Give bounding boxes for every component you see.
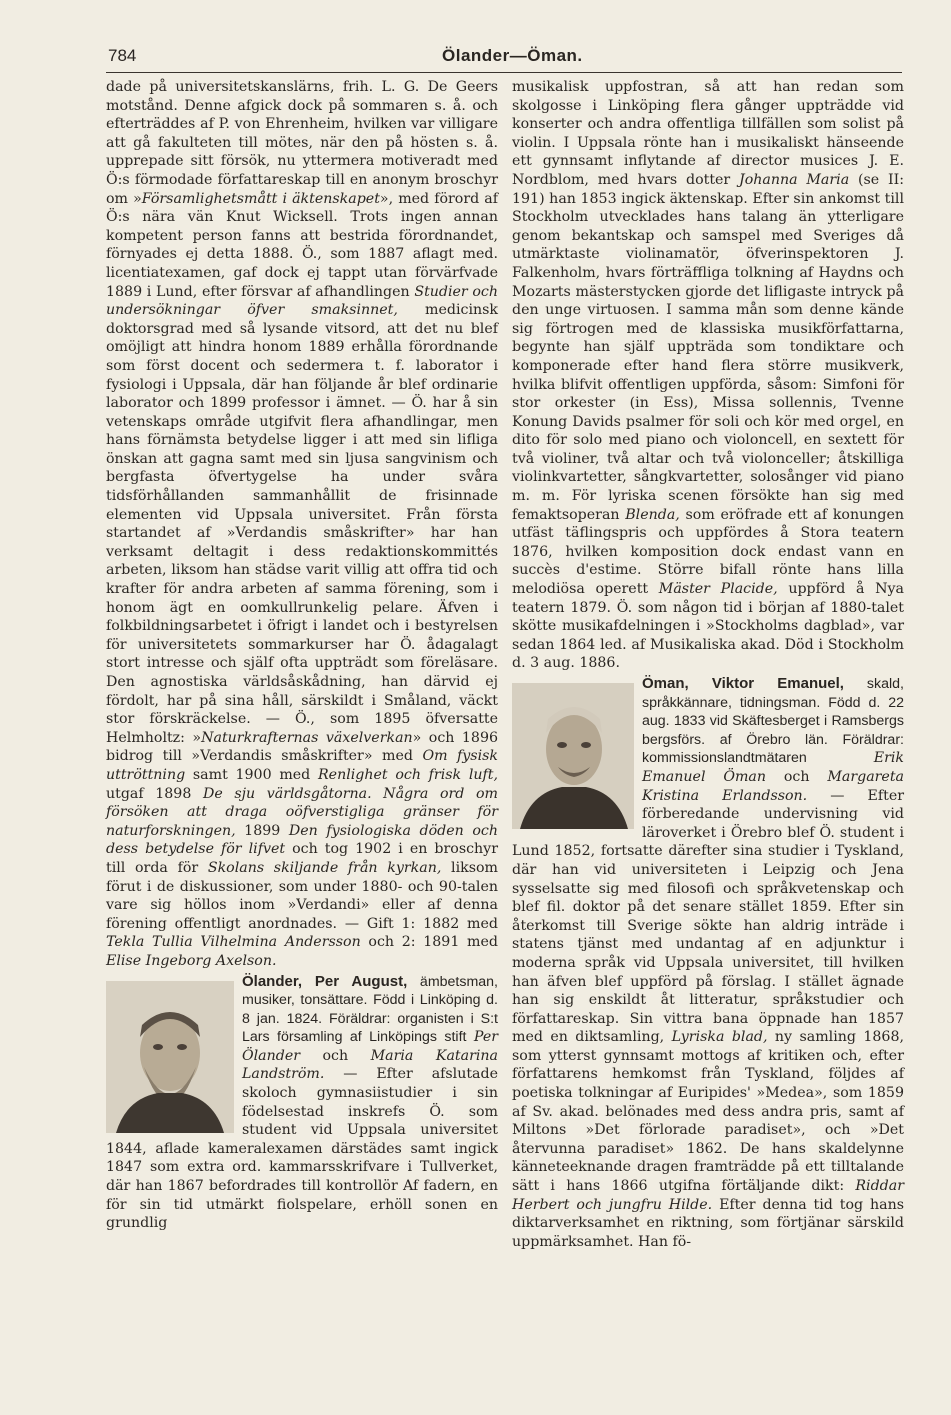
running-head: Ölander—Öman. xyxy=(442,46,583,65)
portrait-olander xyxy=(106,981,234,1133)
entry-olander-per-august: Ölander, Per August, ämbetsman, musiker, tonsättare. Född i Linköping d. 8 jan. 1824. Föräldrar: organisten i S:t Lars församling af Linköpings stift Per Ölander och Maria Katarina Landström. — Efter afslutade skoloch gymnasiistudier i sin födelsestad inskrefs Ö. som student vid Uppsala universitet 1844, aflade kameralexamen därstädes samt ingick 1847 som extra ord. kammarsskrifvare i Tullverket, där han 1867 befordrades till kontrollör Af fadern, en för sin tid utmärkt fiolspelare, erhöll sonen en grundlig xyxy=(106,972,498,1232)
portrait-oman xyxy=(512,683,634,829)
page-header xyxy=(106,46,902,72)
header-rule xyxy=(106,72,902,73)
entry-oman-viktor-emanuel: Öman, Viktor Emanuel, skald, språkkännare, tidningsman. Född d. 22 aug. 1833 vid Skäftesberget i Ramsbergs bergsförs. af Örebro län. Föräldrar: kommissionslandtmätaren Erik Emanuel Öman och Margareta Kristina Erlandsson. — Efter förberedande undervisning vid läroverket i Örebro blef Ö. student i Lund 1852, fortsatte därefter sina studier i Tyskland, där han vid universiteten i Leipzig och Jena sysselsatte sig med filosofi och språkvetenskap och blef fil. doktor på det senare stället 1859. Efter sin återkomst till Sverige sökte han aldrig inträde i statens tjänst med undantag af en adjunktur i moderna språk vid Uppsala universitet, till hvilken han äfven blef uppförd på förslag. I stället ägnade han sig enskildt åt litteratur, språkstudier och författareskap. Sin vittra bana öppnade han 1857 med en diktsamling, Lyriska blad, ny samling 1868, som ytterst gynnsamt mottogs af kritiken och, efter författarens hemkomst från Tyskland, följdes af poetiska tolkningar af Euripides' »Medea», som 1859 af Sv. akad. belönades med dess andra pris, samt af Miltons »Det förlorade paradiset», och »Det återvunna paradiset» 1862. De hans skaldelynne känneteeknande dragen framträdde på ett tilltalande sätt i hans 1866 utgifna förtäljande dikt: Riddar Herbert och jungfru Hilde. Efter denna tid tog hans diktarverksamhet en riktning, som förtjänar särskild uppmärksamhet. Han fö- xyxy=(512,675,904,1250)
page-number: 784 xyxy=(108,46,137,65)
portrait-image xyxy=(106,981,234,1133)
entry-name: Ölander, Per August, xyxy=(242,972,408,990)
portrait-image xyxy=(512,683,634,829)
olander-per-august-continued: musikalisk uppfostran, så att han redan som skolgosse i Linköping flera gånger uppträdde vid konserter och andra offentliga tillfällen som solist på violin. I Uppsala rönte han i musikaliskt hänseende ett gynnsamt inflytande af director musices J. E. Nordblom, med hvars dotter Johanna Maria (se II: 191) han 1853 ingick äktenskap. Efter sin ankomst till Stockholm utvecklades hans talang än ytterligare genom bekantskap och samspel med Sveriges då utmärktaste violinamatör, öfverinspektoren J. Falkenholm, hvars förträffliga tolkning af Haydns och Mozarts mästerstycken gjorde det lifligaste intryck på den unge virtuosen. I samma mån som denne kände sig förtrogen med de klassiska musikförfattarna, begynte han själf uppträda som tondiktare och komponerade efter hand flera större musikverk, hvilka blifvit offentligen uppförda, såsom: Simfoni för stor orkester (in Ess), Missa sollennis, Tvenne Konung Davids psalmer för soli och kör med orgel, en dito för solo med piano och violoncell, en sextett för två violiner, två altar och två violonceller; åtskilliga violinkvartetter, sångkvartetter, solosånger vid piano m. m. För lyriska scenen försökte han sig med femaktsoperan Blenda, som eröfrade ett af konungen utfäst täflingspris och uppfördes å Stora teatern 1876, hvilken komposition dock endast vann en succès d'estime. Större bifall rönte hans lilla melodiösa operett Mäster Placide, uppförd å Nya teatern 1879. Ö. som någon tid i början af 1880-talet skötte musikafdelningen i »Stockholms dagblad», var sedan 1864 led. af Musikaliska akad. Död i Stockholm d. 3 aug. 1886. xyxy=(512,79,904,672)
entry-name: Öman, Viktor Emanuel, xyxy=(642,675,844,692)
left-column xyxy=(106,78,498,1233)
right-column xyxy=(512,78,904,1251)
olander-continued-text: dade på universitetskanslärns, frih. L. G. De Geers motstånd. Denne afgick dock på sommaren s. å. och efterträddes af P. von Ehrenheim, hvilken var villigare att gå fakulteten till mötes, när den på hösten s. å. upprepade sitt försök, nu yttermera motiveradt med Ö:s förmodade författareskap till en anonym broschyr om »Församlighetsmått i äktenskapet», med förord af Ö:s nära vän Knut Wicksell. Trots ingen annan kompetent person fanns att bestrida förordnandet, förnyades ej detta 1888. Ö., som 1887 aflagt med. licentiatexamen, gaf dock ej tappt utan förvärfvade 1889 i Lund, efter försvar af afhandlingen Studier och undersökningar öfver smaksinnet, medicinsk doktorsgrad med så lysande vitsord, att det nu blef omöjligt att hindra honom 1889 erhålla förordnande som först docent och sedermera t. f. laborator i fysiologi i Uppsala, där han följande år blef ordinarie laborator och 1899 professor i ämnet. — Ö. har å sin vetenskaps område utgifvit flera afhandlingar, men hans förnämsta betydelse ligger i att med sin lifliga önskan att gagna samt med sin ljusa sangvinism och bergfasta öfvertygelse ha under svåra tidsförhållanden sammanhållit de frisinnade elementen vid Uppsala universitet. Från första startandet af »Verdandis småskrifter» har han verksamt deltagit i dess redaktionskommittés arbeten, liksom han städse varit villig att offra tid och krafter för andra arbeten af samma förening, som i honom ägt en oomkullrunkelig pelare. Äfven i folkbildningsarbetet i öfrigt i landet och i bestyrelsen för universitetets sommarkurser har Ö. ådagalagt stort intresse och själf ofta uppträdt som föreläsare. Den agnostiska världsåskådning, han därvid ej fördolt, har på sina håll, särskildt i Småland, väckt stor förskräckelse. — Ö., som 1895 öfversatte Helmholtz: »Naturkrafternas växelverkan» och 1896 bidrog till »Verdandis småskrifter» med Om fysisk uttröttning samt 1900 med Renlighet och frisk luft, utgaf 1898 De sju världsgåtorna. Några ord om försöken att draga oöfverstigliga gränser för naturforskningen, 1899 Den fysiologiska döden och dess betydelse för lifvet och tog 1902 i en broschyr till orda för Skolans skiljande från kyrkan, liksom förut i de diskussioner, som under 1880- och 90-talen vare sig höllos inom »Verdandi» eller af denna förening offentligt anordnades. — Gift 1: 1882 med Tekla Tullia Vilhelmina Andersson och 2: 1891 med Elise Ingeborg Axelson. xyxy=(106,79,499,969)
